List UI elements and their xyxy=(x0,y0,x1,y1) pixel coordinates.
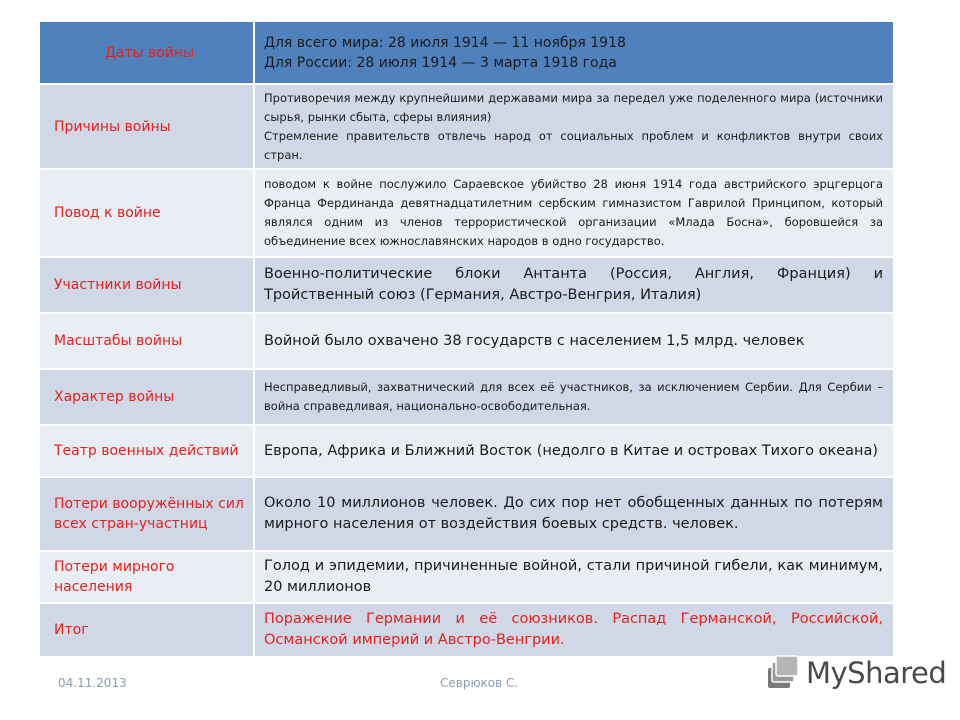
row-content: Поражение Германии и её союзников. Распад Германской, Российской, Османской империй и Австро-Венгрии. xyxy=(255,604,893,658)
row-content: Около 10 миллионов человек. До сих пор нет обобщенных данных по потерям мирного населения от воздействия боевых средств. человек. xyxy=(255,478,893,552)
row-label: Участники войны xyxy=(40,258,255,314)
table-row xyxy=(40,170,893,258)
table-row xyxy=(40,552,893,604)
content-line: Для России: 28 июля 1914 — 3 марта 1918 года xyxy=(264,54,617,71)
row-label: Характер войны xyxy=(40,370,255,426)
row-content: Войной было охвачено 38 государств с населением 1,5 млрд. человек xyxy=(255,314,893,370)
table-row xyxy=(40,478,893,552)
myshared-logo-icon xyxy=(764,654,804,694)
table-row xyxy=(40,258,893,314)
row-label: Театр военных действий xyxy=(40,426,255,478)
row-content: поводом к войне послужило Сараевское убийство 28 июня 1914 года австрийского эрцгерцога Франца Фердинанда девятнадцатилетним сербским гимназистом Гаврилой Принципом, который являлся одним из членов террористической организации «Млада Босна», боровшейся за объединение всех южнославянских народов в одно государство. xyxy=(255,170,893,258)
content-line: Стремление правительств отвлечь народ от социальных проблем и конфликтов внутри своих стран. xyxy=(264,128,883,162)
war-summary-table xyxy=(40,22,893,658)
row-label: Причины войны xyxy=(40,85,255,170)
row-content xyxy=(255,22,893,85)
row-content: Европа, Африка и Ближний Восток (недолго в Китае и островах Тихого океана) xyxy=(255,426,893,478)
watermark-text: MyShared xyxy=(806,656,947,690)
table-row xyxy=(40,370,893,426)
row-content: Военно-политические блоки Антанта (Россия, Англия, Франция) и Тройственный союз (Германия, Австро-Венгрия, Италия) xyxy=(255,258,893,314)
table-row xyxy=(40,426,893,478)
table-row xyxy=(40,314,893,370)
row-label: Итог xyxy=(40,604,255,658)
row-content: Несправедливый, захватнический для всех её участников, за исключением Сербии. Для Сербии – война справедливая, национально-освободительная. xyxy=(255,370,893,426)
row-label: Потери вооружённых сил всех стран-участниц xyxy=(40,478,255,552)
row-label: Даты войны xyxy=(40,22,255,85)
table-row xyxy=(40,604,893,658)
footer-author: Севрюков С. xyxy=(440,676,519,690)
row-label: Масштабы войны xyxy=(40,314,255,370)
content-line: Для всего мира: 28 июля 1914 — 11 ноября 1918 xyxy=(264,34,626,51)
myshared-watermark[interactable] xyxy=(764,654,947,694)
row-label: Потери мирного населения xyxy=(40,552,255,604)
row-content: Голод и эпидемии, причиненные войной, стали причиной гибели, как минимум, 20 миллионов xyxy=(255,552,893,604)
content-line: Противоречия между крупнейшими державами мира за передел уже поделенного мира (источники сырья, рынки сбыта, сферы влияния) xyxy=(264,90,883,124)
table-row xyxy=(40,22,893,85)
row-content xyxy=(255,85,893,170)
footer-date: 04.11.2013 xyxy=(58,676,127,690)
table-row xyxy=(40,85,893,170)
row-label: Повод к войне xyxy=(40,170,255,258)
